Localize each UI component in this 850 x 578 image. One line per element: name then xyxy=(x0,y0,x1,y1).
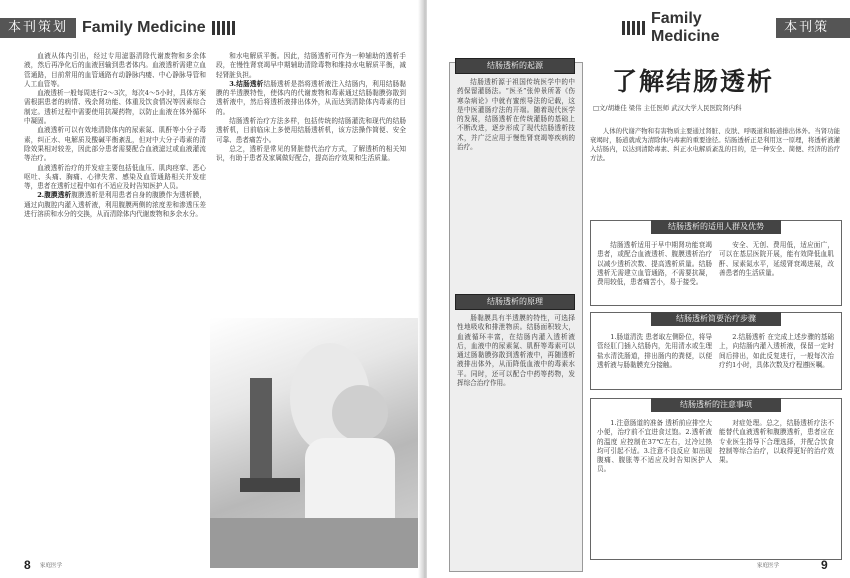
paragraph: 结肠透析治疗方法多样，包括传统的结肠灌洗和现代的结肠透析机，目前临床上多使用结肠透析机，该方法操作简便、安全可靠、患者痛苦小。 xyxy=(216,117,406,144)
paragraph: 1.肠道清洗 患者取左侧卧位，将导管经肛门插入结肠内，先用清水或生理盐水清洗肠道，排出肠内的粪便，以便透析液与肠黏膜充分接触。 xyxy=(597,333,712,369)
box-title: 结肠透析的注意事项 xyxy=(651,398,781,412)
info-box xyxy=(590,398,842,560)
paragraph: 结肠透析源于祖国传统医学中的中药保留灌肠法。“医圣”张仲景所著《伤寒杂病论》中就有蜜煎导法的记载，这是中医灌肠疗法的开端。随着现代医学的发展，结肠透析在传统灌肠的基础上不断改进，逐步形成了现代结肠透析技术，并广泛应用于慢性肾衰竭等疾病的治疗。 xyxy=(457,78,575,152)
right-header-section: 本刊策划 xyxy=(776,18,850,38)
principle-text xyxy=(457,314,575,564)
paragraph: 结肠透析适用于早中期肾功能衰竭患者，或配合血液透析、腹膜透析治疗以减少透析次数、提高透析质量。结肠透析无需建立血管通路，不需要抗凝，费用较低，患者痛苦小，易于接受。 xyxy=(597,241,712,287)
section-title: 结肠透析的原理 xyxy=(455,294,575,310)
laboratory-photo xyxy=(210,318,423,568)
paragraph: 人体的代谢产物和有害物质主要通过肾脏、皮肤、呼吸道和肠道排出体外。当肾功能衰竭时，肠道就成为清除体内毒素的重要途径。结肠透析正是利用这一原理，将透析液灌入结肠内，以达到清除毒素、纠正水电解质紊乱的目的，是一种安全、简便、经济的治疗方法。 xyxy=(590,127,840,162)
right-header-title: Family Medicine xyxy=(651,10,720,45)
paragraph: 总之，透析是常见的肾脏替代治疗方式，了解透析的相关知识，有助于患者及家属做好配合，提高治疗效果和生活质量。 xyxy=(216,144,406,163)
box-text xyxy=(719,419,834,555)
paragraph: 1.注意肠道的准备 透析前应排空大小便，治疗前不宜进食过饱。2.透析液的温度 应控制在37℃左右，过冷过热均可引起不适。3.注意不良反应 如出现腹痛、腹胀等不适应及时告知医护人员。 xyxy=(597,419,712,474)
subheading: 2.腹膜透析 xyxy=(37,191,72,200)
left-header-title: Family Medicine xyxy=(82,19,206,36)
author-line: □文/胡雄佳 梁伟 主任医师 武汉大学人民医院肾内科 xyxy=(593,104,742,112)
info-box xyxy=(590,220,842,306)
paragraph: 腹膜透析是利用患者自身的腹膜作为透析膜，通过向腹腔内灌入透析液，利用腹膜两侧的浓度差和渗透压差进行溶质和水分的交换，从而清除体内代谢废物和多余水分。 xyxy=(24,191,206,219)
box-title: 结肠透析简要治疗步骤 xyxy=(651,312,781,326)
article-abstract xyxy=(590,127,840,163)
left-header-section: 本刊策划 xyxy=(0,18,76,38)
header-bars-decoration xyxy=(622,21,645,35)
info-box xyxy=(590,312,842,390)
right-header xyxy=(622,10,850,55)
paragraph: 血液透析可以有效地清除体内的尿素氮、肌酐等小分子毒素，纠正水、电解质及酸碱平衡紊乱，但对中大分子毒素的清除效果相对较差，因此部分患者需要配合血液滤过或血液灌流等治疗。 xyxy=(24,126,206,163)
origin-text xyxy=(457,78,575,290)
paragraph: 血液透析一般每周进行2～3次，每次4～5小时，具体方案需根据患者的病情、残余肾功能、体重及饮食情况等因素综合制定。透析过程中需要使用抗凝药物，以防止血液在体外循环中凝固。 xyxy=(24,89,206,126)
left-page xyxy=(0,0,423,578)
left-header xyxy=(0,18,235,38)
box-title: 结肠透析的适用人群及优势 xyxy=(651,220,781,234)
right-page-number: 9 xyxy=(821,558,828,572)
paragraph: 肠黏膜具有半透膜的特性，可选择性地吸收和排泄物质。结肠面积较大，血液循环丰富，在结肠内灌入透析液后，血液中的尿素氮、肌酐等毒素可以通过肠黏膜弥散到透析液中，再随透析液排出体外，从而降低血液中的毒素水平。同时，还可以配合中药等药物，发挥综合治疗作用。 xyxy=(457,314,575,388)
right-page xyxy=(427,0,850,578)
paragraph: 对症处理。总之，结肠透析疗法不能替代血液透析和腹膜透析，患者应在专业医生指导下合理选择，并配合饮食控制等综合治疗，以取得更好的治疗效果。 xyxy=(719,419,834,465)
header-bars-decoration xyxy=(212,21,235,35)
box-text xyxy=(719,241,834,301)
box-text xyxy=(597,333,712,385)
section-title: 结肠透析的起源 xyxy=(455,58,575,74)
left-column-2 xyxy=(216,52,406,314)
right-footer: 家庭医学 xyxy=(757,563,780,569)
paragraph: 安全、无创、费用低，适应面广，可以在基层医院开展，能有效降低血肌酐、尿素氮水平，延缓肾衰竭进展，改善患者的生活质量。 xyxy=(719,241,834,277)
left-column-1 xyxy=(24,52,206,562)
left-page-number: 8 xyxy=(24,558,31,572)
paragraph: 血液透析治疗的并发症主要包括低血压、肌肉痉挛、恶心呕吐、头痛、胸痛、心律失常、感染及血管通路相关并发症等，患者在透析过程中如有不适应及时告知医护人员。 xyxy=(24,163,206,191)
paragraph: 和水电解质平衡。因此，结肠透析可作为一种辅助的透析手段，在慢性肾衰竭早中期辅助清除毒物和维持水电解质平衡，减轻肾脏负担。 xyxy=(216,52,406,79)
box-text xyxy=(719,333,834,385)
box-text xyxy=(597,241,712,301)
article-title: 了解结肠透析 xyxy=(612,67,775,96)
paragraph: 血液从体内引出，经过专用滤器清除代谢废物和多余体液，然后再净化后的血液回输到患者体内。血液透析需建立血管通路，目前常用的血管通路有动静脉内瘘、中心静脉导管和人工血管等。 xyxy=(24,52,206,88)
subheading: 3.结肠透析 xyxy=(229,79,264,88)
paragraph: 结肠透析是指将透析液注入结肠内，利用结肠黏膜的半透膜特性，使体内的代谢废物和毒素通过结肠黏膜弥散到透析液中，然后将透析液排出体外，从而达到清除体内毒素的目的。 xyxy=(216,79,406,116)
paragraph: 2.结肠透析 在完成上述步骤的基础上，向结肠内灌入透析液，保留一定时间后排出，如此反复进行，一般每次治疗约1小时，具体次数及疗程遵医嘱。 xyxy=(719,333,834,369)
left-footer: 家庭医学 xyxy=(40,563,63,569)
microscope-illustration xyxy=(210,318,423,568)
box-text xyxy=(597,419,712,555)
